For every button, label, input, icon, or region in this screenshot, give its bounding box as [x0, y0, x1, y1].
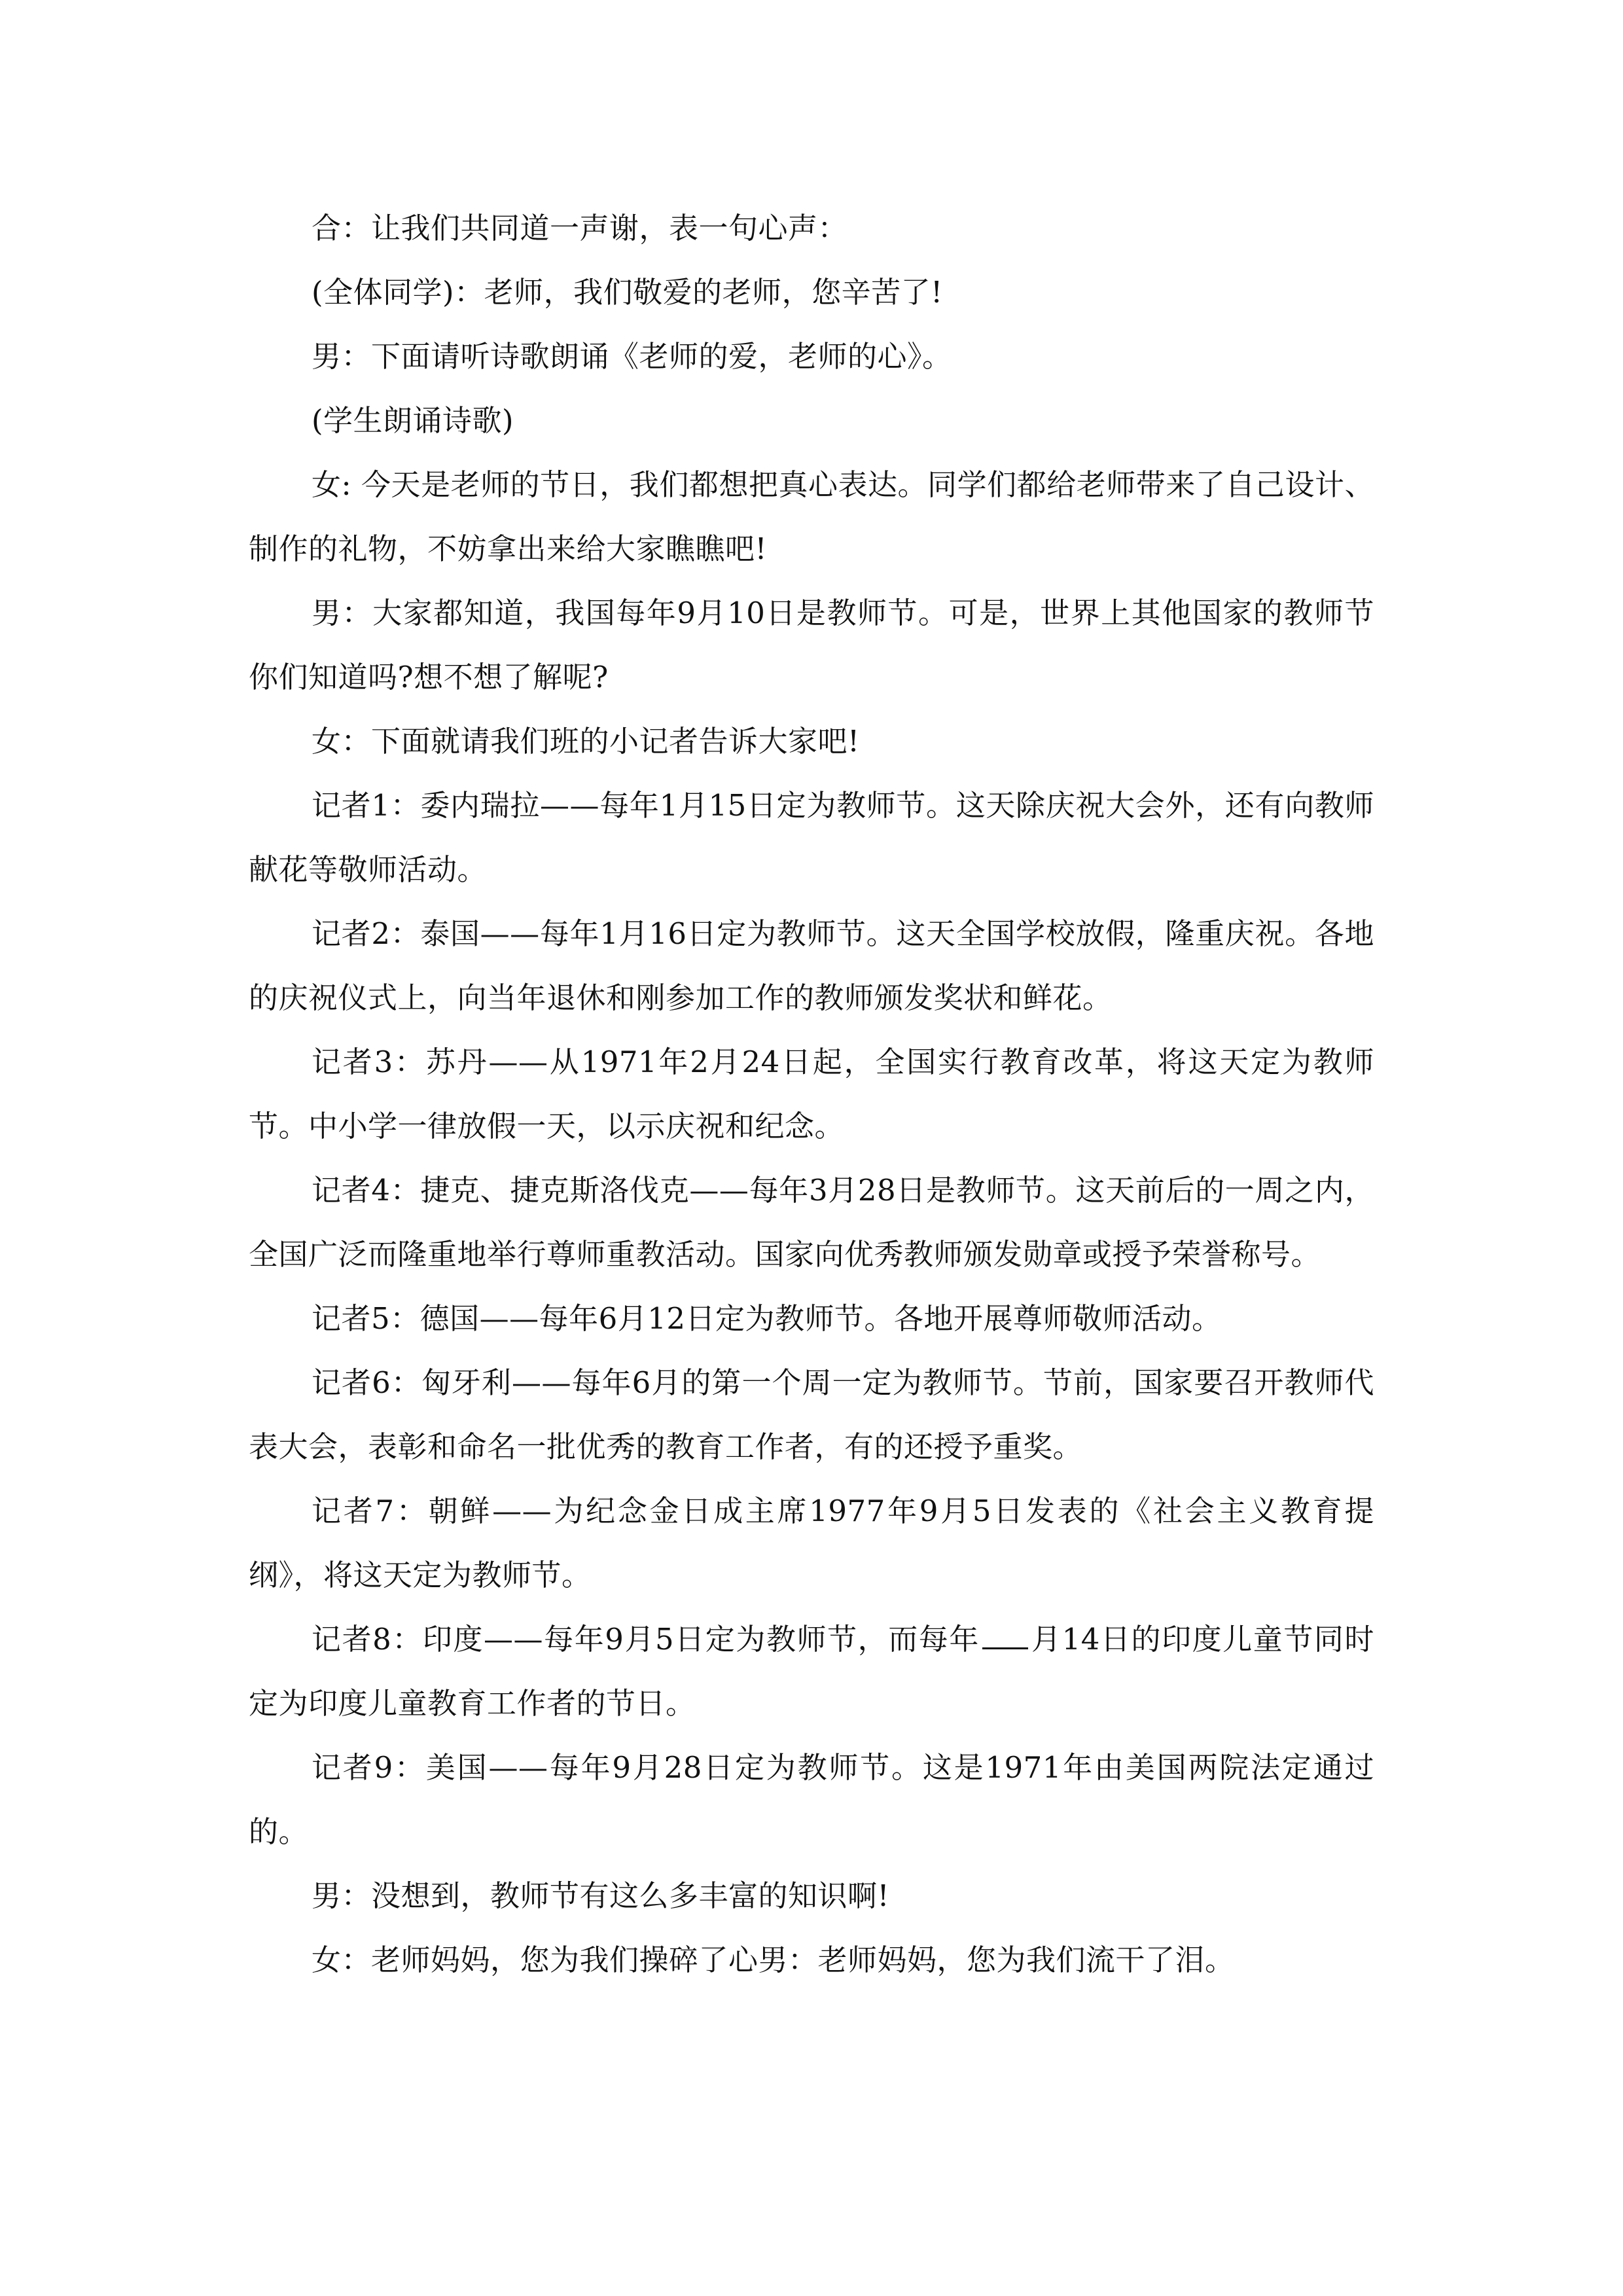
paragraph: 合：让我们共同道一声谢，表一句心声： [312, 211, 848, 245]
paragraph: 记者4：捷克、捷克斯洛伐克——每年3月28日是教师节。这天前后的一周之内，全国广泛而隆重地举行尊师重教活动。国家向优秀教师颁发勋章或授予荣誉称号。 [249, 1173, 1374, 1272]
paragraph: (全体同学)：老师，我们敬爱的老师，您辛苦了! [312, 275, 943, 310]
paragraph: 男：没想到，教师节有这么多丰富的知识啊! [312, 1878, 890, 1913]
paragraph: 女：老师妈妈，您为我们操碎了心男：老师妈妈，您为我们流干了泪。 [312, 1943, 1235, 1977]
paragraph-part: 月14日的印度儿童节同时定为印度儿童教育工作者的节日。 [249, 1622, 1374, 1721]
paragraph: 记者5：德国——每年6月12日定为教师节。各地开展尊师敬师活动。 [312, 1301, 1222, 1336]
paragraph: 记者2：泰国——每年1月16日定为教师节。这天全国学校放假，隆重庆祝。各地的庆祝仪式上，向当年退休和刚参加工作的教师颁发奖状和鲜花。 [249, 916, 1374, 1015]
paragraph: 记者6：匈牙利——每年6月的第一个周一定为教师节。节前，国家要召开教师代表大会，表彰和命名一批优秀的教育工作者，有的还授予重奖。 [249, 1365, 1374, 1464]
paragraph: 记者3：苏丹——从1971年2月24日起，全国实行教育改革，将这天定为教师节。中小学一律放假一天，以示庆祝和纪念。 [249, 1045, 1374, 1143]
paragraph: 记者7：朝鲜——为纪念金日成主席1977年9月5日发表的《社会主义教育提纲》，将这天定为教师节。 [249, 1494, 1374, 1592]
paragraph: 记者9：美国——每年9月28日定为教师节。这是1971年由美国两院法定通过的。 [249, 1750, 1374, 1849]
paragraph: (学生朗诵诗歌) [312, 403, 514, 438]
fill-in-blank [982, 1623, 1028, 1649]
paragraph-with-blank [249, 1607, 1374, 1736]
paragraph-part: 记者8：印度——每年9月5日定为教师节，而每年 [312, 1622, 980, 1657]
paragraph: 女: 今天是老师的节日，我们都想把真心表达。同学们都给老师带来了自己设计、制作的礼物，不妨拿出来给大家瞧瞧吧! [249, 467, 1374, 566]
paragraph: 男：大家都知道，我国每年9月10日是教师节。可是，世界上其他国家的教师节你们知道吗?想不想了解呢? [249, 596, 1374, 694]
paragraph: 记者1：委内瑞拉——每年1月15日定为教师节。这天除庆祝大会外，还有向教师献花等敬师活动。 [249, 788, 1374, 887]
paragraph: 女：下面就请我们班的小记者告诉大家吧! [312, 724, 860, 759]
document-body [249, 196, 1374, 1992]
paragraph: 男：下面请听诗歌朗诵《老师的爱，老师的心》。 [312, 339, 952, 374]
